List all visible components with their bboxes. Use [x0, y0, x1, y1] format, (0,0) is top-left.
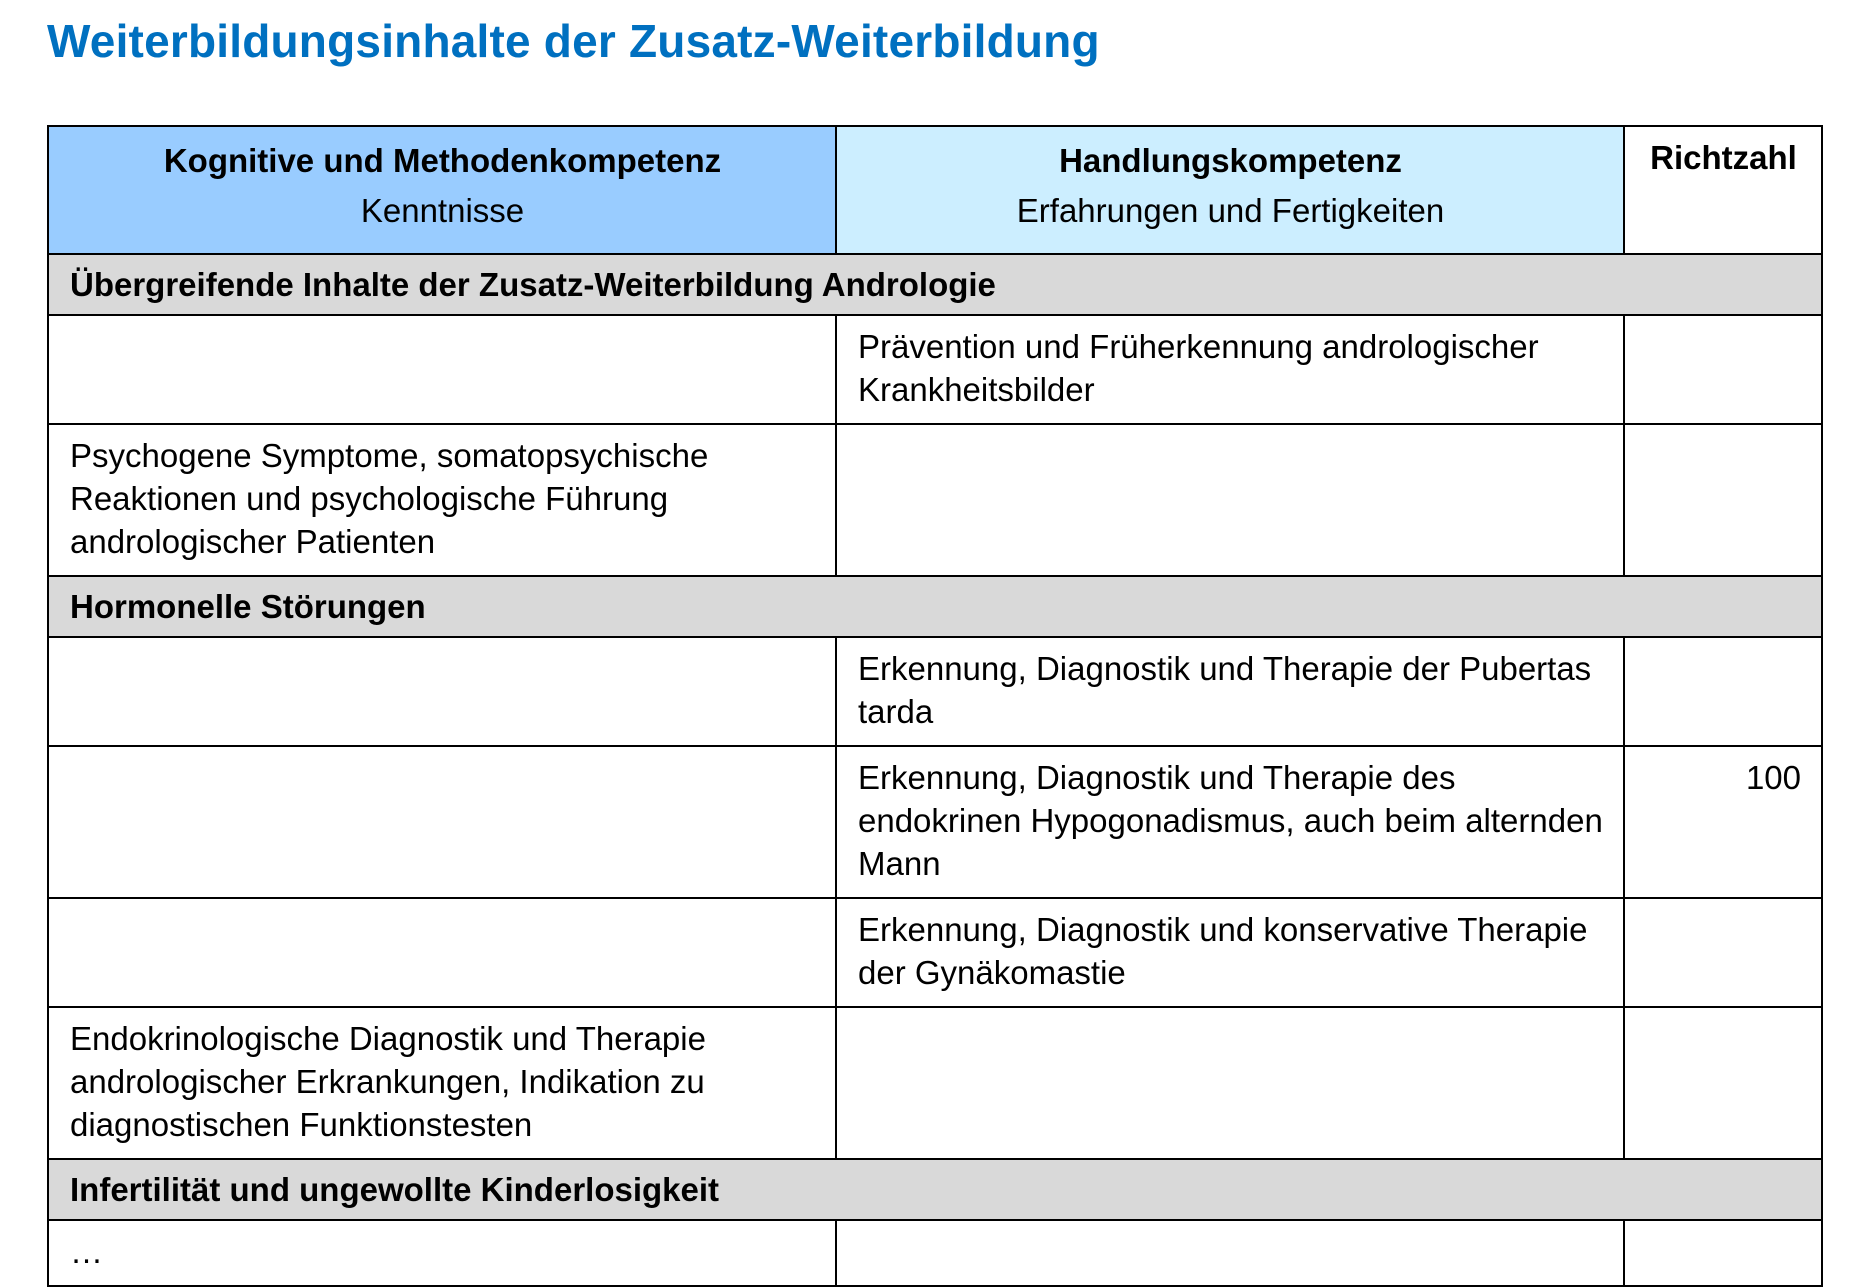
cell-kenntnisse — [48, 746, 836, 898]
table-row — [48, 1007, 1822, 1159]
table-row — [48, 637, 1822, 746]
header-handlung-sub: Erfahrungen und Fertigkeiten — [1016, 192, 1445, 229]
cell-kenntnisse — [48, 315, 836, 424]
section-title: Hormonelle Störungen — [48, 576, 1822, 637]
cell-richtzahl — [1624, 315, 1822, 424]
table-row — [48, 746, 1822, 898]
table-row — [48, 1220, 1822, 1286]
header-kognitive-main: Kognitive und Methodenkompetenz — [163, 142, 722, 179]
table-header-row — [48, 126, 1822, 254]
cell-richtzahl — [1624, 637, 1822, 746]
section-title: Infertilität und ungewollte Kinderlosigkeit — [48, 1159, 1822, 1220]
section-row — [48, 254, 1822, 315]
cell-kenntnisse: Psychogene Symptome, somatopsychische Reaktionen und psychologische Führung andrologischer Patienten — [48, 424, 836, 576]
cell-richtzahl — [1624, 898, 1822, 1007]
cell-handlung: Erkennung, Diagnostik und konservative Therapie der Gynäkomastie — [836, 898, 1624, 1007]
section-row — [48, 1159, 1822, 1220]
header-kognitive — [48, 126, 836, 254]
cell-handlung — [836, 1220, 1624, 1286]
cell-richtzahl — [1624, 1220, 1822, 1286]
cell-handlung: Prävention und Früherkennung andrologischer Krankheitsbilder — [836, 315, 1624, 424]
table-row — [48, 315, 1822, 424]
weiterbildung-table — [47, 125, 1823, 1287]
cell-kenntnisse: … — [48, 1220, 836, 1286]
header-handlung — [836, 126, 1624, 254]
cell-kenntnisse — [48, 637, 836, 746]
cell-richtzahl — [1624, 424, 1822, 576]
header-richtzahl: Richtzahl — [1624, 126, 1822, 254]
document-title: Weiterbildungsinhalte der Zusatz-Weiterbildung — [47, 15, 1100, 67]
cell-kenntnisse: Endokrinologische Diagnostik und Therapie andrologischer Erkrankungen, Indikation zu diagnostischen Funktionstesten — [48, 1007, 836, 1159]
section-row — [48, 576, 1822, 637]
cell-kenntnisse — [48, 898, 836, 1007]
table-row — [48, 424, 1822, 576]
header-handlung-main: Handlungskompetenz — [1059, 142, 1402, 179]
header-kognitive-sub: Kenntnisse — [360, 192, 525, 229]
section-title: Übergreifende Inhalte der Zusatz-Weiterbildung Andrologie — [48, 254, 1822, 315]
cell-richtzahl: 100 — [1624, 746, 1822, 898]
cell-handlung — [836, 424, 1624, 576]
cell-richtzahl — [1624, 1007, 1822, 1159]
cell-handlung — [836, 1007, 1624, 1159]
cell-handlung: Erkennung, Diagnostik und Therapie der Pubertas tarda — [836, 637, 1624, 746]
table-row — [48, 898, 1822, 1007]
cell-handlung: Erkennung, Diagnostik und Therapie des endokrinen Hypogonadismus, auch beim alternden Mann — [836, 746, 1624, 898]
